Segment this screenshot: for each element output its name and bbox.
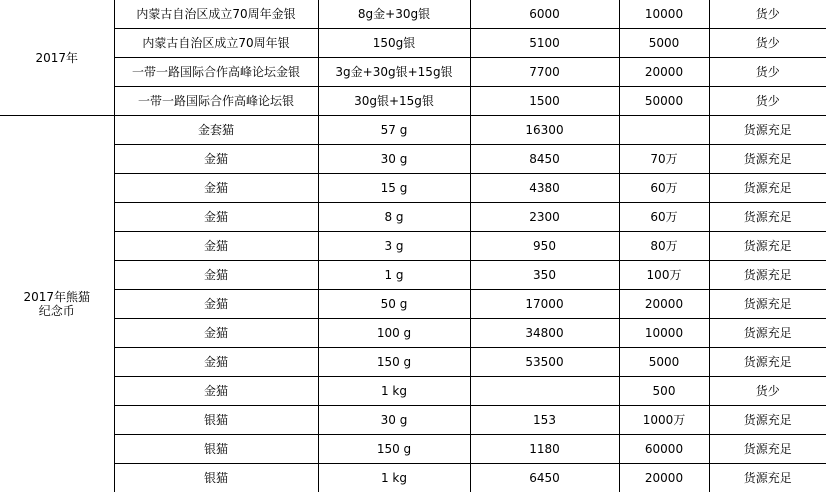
cell-spec: 50 g [318, 290, 470, 319]
cell-name: 金猫 [114, 261, 318, 290]
cell-name: 金猫 [114, 145, 318, 174]
table-row [0, 145, 826, 174]
cell-spec: 100 g [318, 319, 470, 348]
cell-status: 货少 [709, 29, 826, 58]
cell-name: 内蒙古自治区成立70周年银 [114, 29, 318, 58]
cell-price: 16300 [470, 116, 619, 145]
cell-spec: 3g金+30g银+15g银 [318, 58, 470, 87]
group-label-line1: 2017年熊猫 [23, 290, 91, 304]
cell-status: 货源充足 [709, 261, 826, 290]
cell-status: 货少 [709, 0, 826, 29]
table-row [0, 232, 826, 261]
cell-spec: 8 g [318, 203, 470, 232]
cell-spec: 1 kg [318, 464, 470, 493]
cell-spec: 150g银 [318, 29, 470, 58]
cell-name: 金猫 [114, 232, 318, 261]
table-row [0, 348, 826, 377]
cell-name: 内蒙古自治区成立70周年金银 [114, 0, 318, 29]
table-row [0, 0, 826, 29]
cell-price: 5100 [470, 29, 619, 58]
cell-price: 8450 [470, 145, 619, 174]
group-label-line2: 纪念币 [38, 304, 75, 318]
cell-price: 1180 [470, 435, 619, 464]
cell-spec: 57 g [318, 116, 470, 145]
cell-name: 金猫 [114, 203, 318, 232]
cell-name: 银猫 [114, 464, 318, 493]
cell-spec: 1 g [318, 261, 470, 290]
cell-status: 货源充足 [709, 464, 826, 493]
cell-status: 货源充足 [709, 290, 826, 319]
cell-status: 货源充足 [709, 232, 826, 261]
table-row [0, 116, 826, 145]
cell-name: 金猫 [114, 290, 318, 319]
cell-quantity: 10000 [619, 319, 709, 348]
cell-status: 货少 [709, 58, 826, 87]
cell-price [470, 377, 619, 406]
cell-name: 一带一路国际合作高峰论坛银 [114, 87, 318, 116]
cell-quantity: 500 [619, 377, 709, 406]
cell-spec: 150 g [318, 435, 470, 464]
cell-status: 货少 [709, 87, 826, 116]
cell-status: 货源充足 [709, 174, 826, 203]
cell-spec: 3 g [318, 232, 470, 261]
cell-price: 53500 [470, 348, 619, 377]
table-row [0, 290, 826, 319]
group-label-2017: 2017年 [0, 0, 114, 116]
group-label-panda [0, 116, 114, 493]
table-row [0, 406, 826, 435]
cell-quantity: 60万 [619, 203, 709, 232]
cell-quantity: 100万 [619, 261, 709, 290]
cell-name: 一带一路国际合作高峰论坛金银 [114, 58, 318, 87]
cell-status: 货源充足 [709, 203, 826, 232]
cell-price: 7700 [470, 58, 619, 87]
cell-spec: 1 kg [318, 377, 470, 406]
cell-name: 金猫 [114, 319, 318, 348]
table-row [0, 87, 826, 116]
cell-name: 金套猫 [114, 116, 318, 145]
cell-status: 货源充足 [709, 145, 826, 174]
cell-spec: 30 g [318, 145, 470, 174]
cell-quantity: 80万 [619, 232, 709, 261]
cell-quantity: 70万 [619, 145, 709, 174]
table-row [0, 261, 826, 290]
cell-quantity: 50000 [619, 87, 709, 116]
cell-status: 货源充足 [709, 319, 826, 348]
cell-price: 6000 [470, 0, 619, 29]
table-row [0, 174, 826, 203]
table-row [0, 203, 826, 232]
cell-price: 34800 [470, 319, 619, 348]
cell-quantity: 5000 [619, 29, 709, 58]
cell-price: 1500 [470, 87, 619, 116]
cell-spec: 15 g [318, 174, 470, 203]
cell-name: 银猫 [114, 435, 318, 464]
cell-spec: 30 g [318, 406, 470, 435]
cell-name: 金猫 [114, 174, 318, 203]
cell-price: 950 [470, 232, 619, 261]
cell-quantity: 20000 [619, 464, 709, 493]
cell-quantity: 5000 [619, 348, 709, 377]
cell-name: 银猫 [114, 406, 318, 435]
cell-status: 货源充足 [709, 116, 826, 145]
table-row [0, 58, 826, 87]
cell-price: 350 [470, 261, 619, 290]
cell-quantity: 60000 [619, 435, 709, 464]
cell-quantity: 20000 [619, 290, 709, 319]
table-row [0, 464, 826, 493]
cell-status: 货源充足 [709, 406, 826, 435]
table-row [0, 29, 826, 58]
cell-price: 2300 [470, 203, 619, 232]
cell-status: 货源充足 [709, 435, 826, 464]
cell-price: 4380 [470, 174, 619, 203]
cell-price: 17000 [470, 290, 619, 319]
cell-spec: 8g金+30g银 [318, 0, 470, 29]
cell-spec: 30g银+15g银 [318, 87, 470, 116]
cell-quantity [619, 116, 709, 145]
cell-quantity: 1000万 [619, 406, 709, 435]
cell-name: 金猫 [114, 348, 318, 377]
cell-name: 金猫 [114, 377, 318, 406]
cell-price: 6450 [470, 464, 619, 493]
table-row [0, 435, 826, 464]
table-row [0, 319, 826, 348]
cell-spec: 150 g [318, 348, 470, 377]
table-row [0, 377, 826, 406]
cell-quantity: 10000 [619, 0, 709, 29]
cell-quantity: 20000 [619, 58, 709, 87]
cell-quantity: 60万 [619, 174, 709, 203]
cell-price: 153 [470, 406, 619, 435]
cell-status: 货源充足 [709, 348, 826, 377]
cell-status: 货少 [709, 377, 826, 406]
